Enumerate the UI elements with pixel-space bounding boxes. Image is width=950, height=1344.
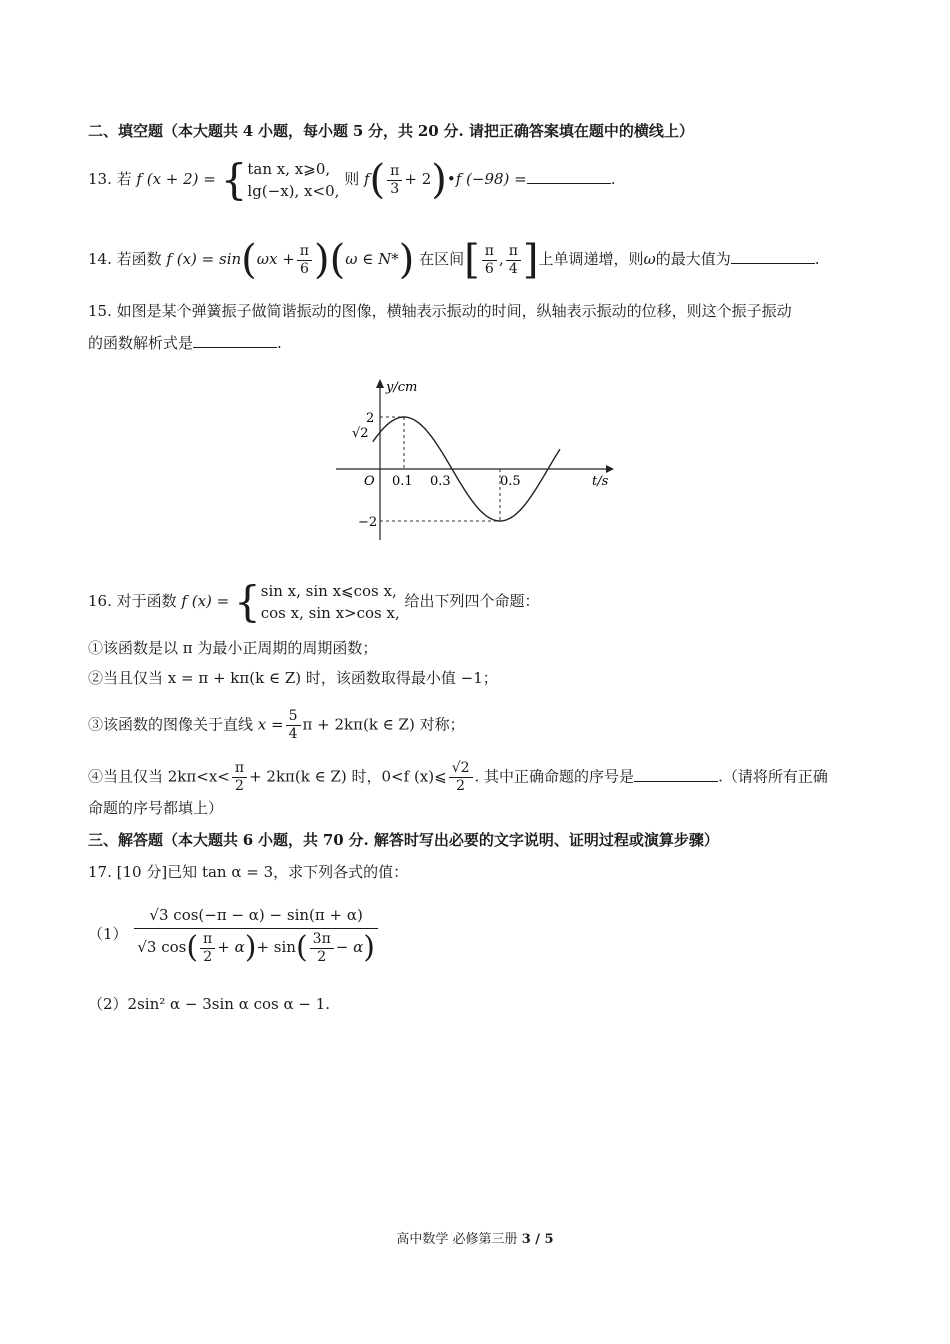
pi-over-3: $\frac{\pi}{3}$ (387, 163, 402, 198)
answer-blank-15[interactable] (193, 333, 277, 348)
proposition-4: ④当且仅当 2kπ<x< $\frac{\pi}{2}$ + 2kπ(k ∈ Z) 时，0<f (x)⩽ $\frac{√2}{2}$ . 其中正确命题的序号是 .（请将所有正确 (88, 760, 828, 794)
graph-origin: O (364, 474, 375, 489)
graph-x-label: t/s (592, 474, 609, 489)
proposition-4-cont: 命题的序号都填上） (88, 799, 224, 817)
tick-label-05: 0.5 (500, 474, 521, 489)
answer-blank-14[interactable] (731, 249, 815, 264)
question-17: 17. [10 分]已知 tan α = 3，求下列各式的值： (88, 863, 409, 881)
graph-y-label: y/cm (386, 380, 418, 395)
question-17-part1: （1） √3 cos(−π − α) − sin(π + α) √3 cos( $\frac{\pi}{2}$ + α)+ sin( $\frac{3\pi}{2}$ − α) (88, 902, 380, 966)
answer-blank-16[interactable] (634, 767, 718, 782)
proposition-1: ①该函数是以 π 为最小正周期的周期函数； (88, 639, 378, 657)
x-axis-arrow (606, 465, 614, 473)
oscillation-graph (330, 375, 620, 545)
q17-fraction: √3 cos(−π − α) − sin(π + α) √3 cos( $\frac{\pi}{2}$ + α)+ sin( $\frac{3\pi}{2}$ − α) (134, 902, 378, 966)
section2-title: 二、填空题（本大题共 4 小题，每小题 5 分，共 20 分. 请把正确答案填在题中的横线上） (88, 122, 694, 140)
tick-label-sqrt2: √2 (352, 426, 369, 441)
question-16: 16. 对于函数 f (x) = { sin x, sin x⩽cos x, cos x, sin x>cos x, 给出下列四个命题： (88, 577, 540, 626)
pi-over-6: $\frac{\pi}{6}$ (297, 243, 312, 278)
page-footer: 高中数学 必修第三册 3 / 5 (396, 1232, 554, 1247)
question-14: 14. 若函数 f (x) = sin(ωx + $\frac{\pi}{6}$ )(ω ∈ N*) 在区间[ $\frac{\pi}{6}$ , $\frac{\pi}{4}$ ]上单调递增，则ω的最大值为 . (88, 237, 820, 283)
tick-label-01: 0.1 (392, 474, 413, 489)
question-15-line2: 的函数解析式是 . (88, 334, 282, 352)
y-axis-arrow (376, 379, 384, 388)
question-15-line1: 15. 如图是某个弹簧振子做简谐振动的图像，横轴表示振动的时间，纵轴表示振动的位移，则这个振子振动 (88, 302, 792, 320)
proposition-3: ③该函数的图像关于直线 x = $\frac{5}{4}$ π + 2kπ(k ∈ Z) 对称； (88, 708, 465, 742)
question-17-part2: （2）2sin² α − 3sin α cos α − 1. (88, 995, 331, 1013)
tick-label-neg2: −2 (358, 515, 378, 530)
proposition-2: ②当且仅当 x = π + kπ(k ∈ Z) 时，该函数取得最小值 −1； (88, 669, 498, 687)
q16-cases: sin x, sin x⩽cos x, cos x, sin x>cos x, (260, 582, 400, 622)
answer-blank-13[interactable] (527, 169, 611, 184)
section3-title: 三、解答题（本大题共 6 小题，共 70 分. 解答时写出必要的文字说明、证明过程或演算步骤） (88, 831, 719, 849)
tick-label-03: 0.3 (430, 474, 451, 489)
q13-cases: tan x, x⩾0, lg(−x), x<0, (247, 160, 340, 200)
tick-label-2: 2 (366, 411, 375, 426)
question-13: 13. 若 f (x + 2) = { tan x, x⩾0, lg(−x), x<0, 则 f( $\frac{\pi}{3}$ + 2)•f (−98) = . (88, 155, 616, 204)
